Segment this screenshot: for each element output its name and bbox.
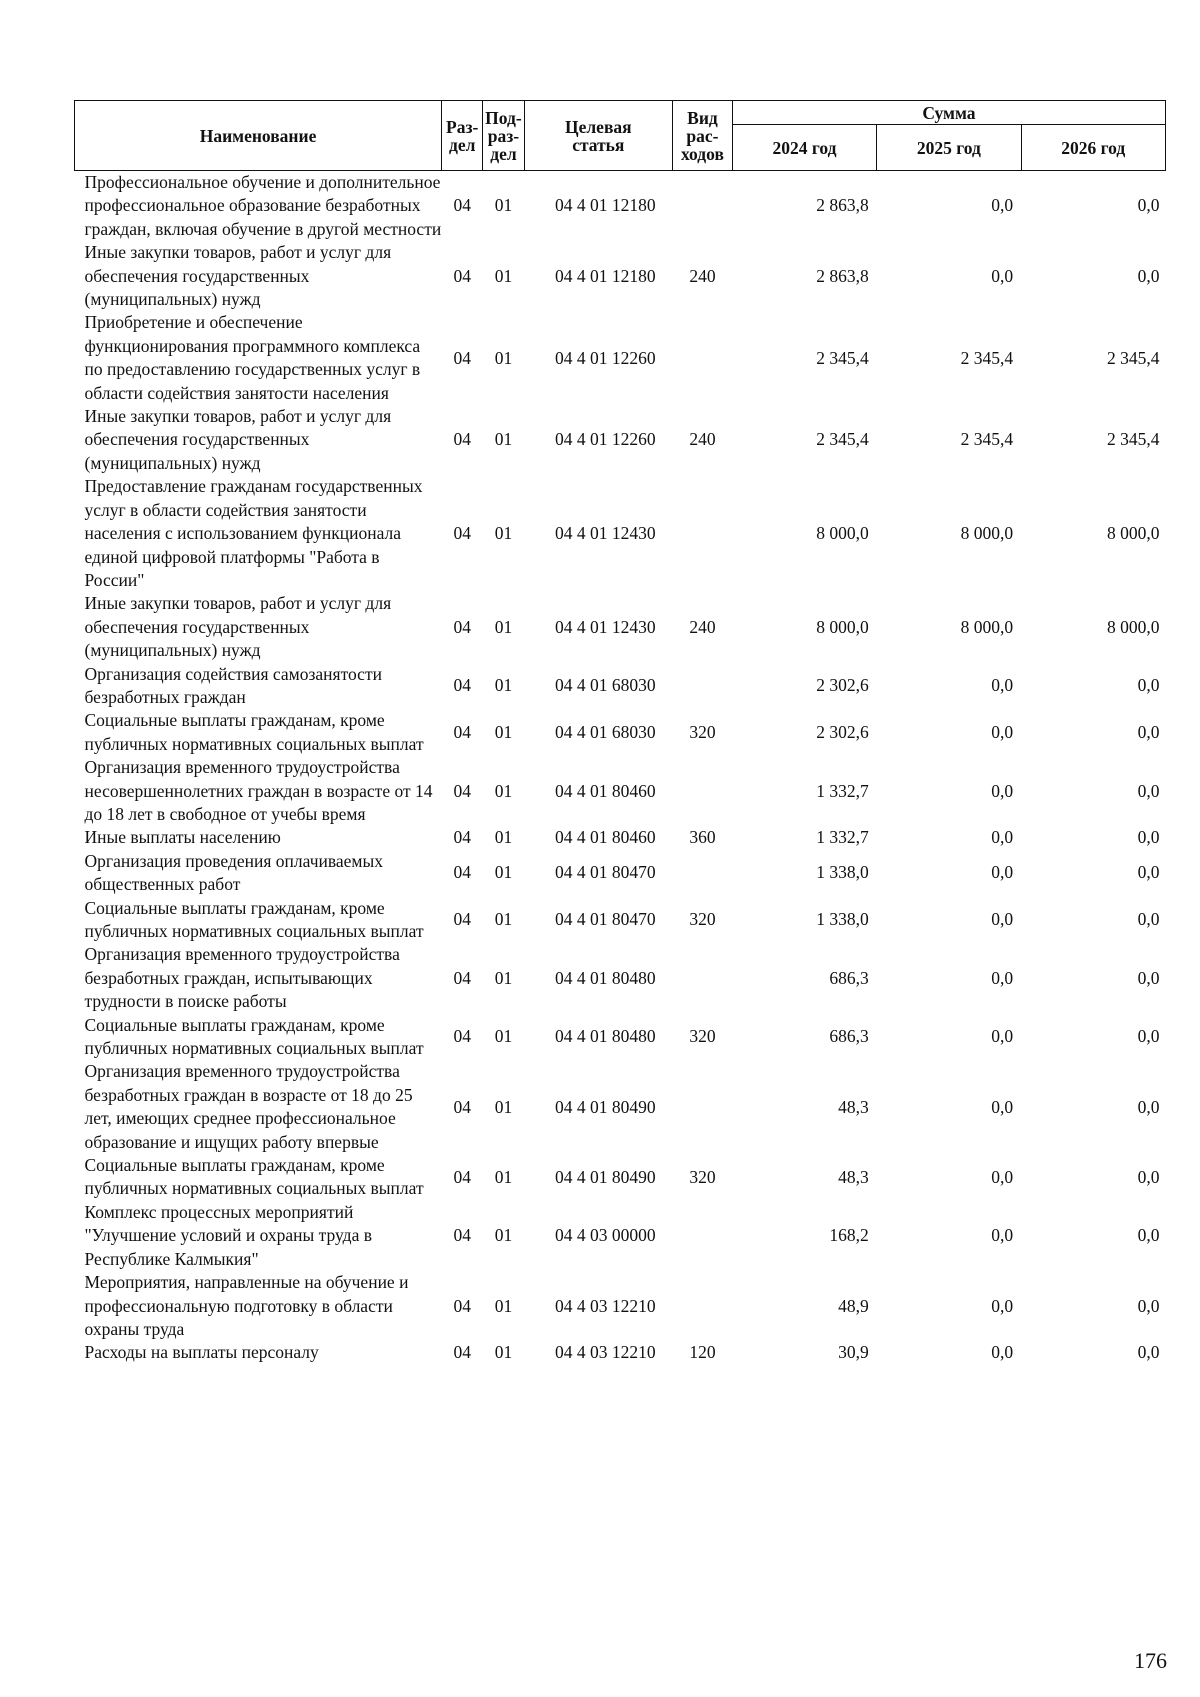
row-name: Профессиональное обучение и дополнительное профессиональное образование безработных граждан, включая обучение в другой местности <box>84 172 442 239</box>
row-subsection: 01 <box>494 1342 513 1363</box>
row-section: 04 <box>453 195 471 216</box>
row-sum-2025: 2 345,4 <box>960 429 1014 450</box>
row-kind: 320 <box>689 1166 716 1187</box>
row-target: 04 4 01 80490 <box>554 1166 656 1187</box>
table-row <box>75 1271 1166 1341</box>
row-sum-2026: 8 000,0 <box>1107 523 1160 544</box>
row-section: 04 <box>453 1026 471 1047</box>
table-row <box>75 475 1166 592</box>
table-row <box>75 897 1166 944</box>
header-section: Раз- дел <box>442 101 483 171</box>
table-row <box>75 171 1166 242</box>
row-sum-2024: 1 338,0 <box>816 909 869 930</box>
row-sum-2025: 0,0 <box>991 722 1014 743</box>
header-subsection: Под- раз- дел <box>483 101 524 171</box>
row-sum-2025: 0,0 <box>991 1295 1014 1316</box>
row-sum-2025: 0,0 <box>991 1096 1014 1117</box>
row-kind <box>673 311 733 405</box>
row-section: 04 <box>453 722 471 743</box>
row-sum-2025: 0,0 <box>991 827 1014 848</box>
table-row <box>75 311 1166 405</box>
row-sum-2024: 1 332,7 <box>816 827 869 848</box>
row-subsection: 01 <box>494 1166 513 1187</box>
row-subsection: 01 <box>494 1225 513 1246</box>
row-sum-2026: 0,0 <box>1137 675 1160 696</box>
row-sum-2026: 0,0 <box>1137 862 1160 883</box>
row-sum-2026: 0,0 <box>1137 1342 1160 1363</box>
table-row <box>75 943 1166 1013</box>
row-sum-2024: 2 302,6 <box>816 675 869 696</box>
row-sum-2024: 686,3 <box>829 1026 869 1047</box>
row-sum-2026: 0,0 <box>1137 265 1160 286</box>
row-subsection: 01 <box>494 722 513 743</box>
row-target: 04 4 01 12260 <box>554 429 656 450</box>
row-sum-2025: 2 345,4 <box>960 347 1014 368</box>
row-sum-2025: 0,0 <box>991 1342 1014 1363</box>
row-sum-2024: 2 863,8 <box>816 195 869 216</box>
row-kind <box>673 1060 733 1154</box>
row-section: 04 <box>453 347 471 368</box>
row-kind: 240 <box>689 265 716 286</box>
row-subsection: 01 <box>494 780 513 801</box>
row-target: 04 4 01 12180 <box>554 195 656 216</box>
row-name: Иные выплаты населению <box>84 827 281 848</box>
row-subsection: 01 <box>494 967 513 988</box>
row-name: Социальные выплаты гражданам, кроме публичных нормативных социальных выплат <box>84 1014 424 1059</box>
row-section: 04 <box>453 1166 471 1187</box>
table-row <box>75 709 1166 756</box>
table-header <box>75 101 1166 171</box>
row-kind <box>673 943 733 1013</box>
header-kind: Вид рас- ходов <box>673 101 733 171</box>
row-name: Организация временного трудоустройства безработных граждан, испытывающих трудности в поиске работы <box>84 944 400 1012</box>
row-subsection: 01 <box>494 909 513 930</box>
table-row <box>75 663 1166 710</box>
row-sum-2026: 0,0 <box>1137 967 1160 988</box>
row-kind <box>673 1271 733 1341</box>
row-sum-2026: 0,0 <box>1137 1225 1160 1246</box>
row-subsection: 01 <box>494 1026 513 1047</box>
row-subsection: 01 <box>494 1096 513 1117</box>
row-sum-2024: 48,3 <box>838 1096 869 1117</box>
row-kind: 360 <box>689 827 716 848</box>
row-kind <box>673 756 733 826</box>
row-subsection: 01 <box>494 675 513 696</box>
row-section: 04 <box>453 265 471 286</box>
row-name: Приобретение и обеспечение функционирования программного комплекса по предоставлению государственных услуг в области содействия занятости населения <box>84 312 421 403</box>
row-sum-2025: 0,0 <box>991 780 1014 801</box>
row-name: Комплекс процессных мероприятий "Улучшение условий и охраны труда в Республике Калмыкия" <box>84 1201 372 1269</box>
row-section: 04 <box>453 616 471 637</box>
row-subsection: 01 <box>494 862 513 883</box>
row-target: 04 4 01 80460 <box>554 827 656 848</box>
row-kind <box>673 171 733 242</box>
table-row <box>75 826 1166 849</box>
row-target: 04 4 01 80470 <box>554 862 656 883</box>
row-sum-2024: 2 345,4 <box>816 347 869 368</box>
row-name: Иные закупки товаров, работ и услуг для обеспечения государственных (муниципальных) нужд <box>84 242 392 310</box>
row-sum-2026: 0,0 <box>1137 780 1160 801</box>
row-section: 04 <box>453 909 471 930</box>
row-sum-2024: 168,2 <box>829 1225 869 1246</box>
row-name: Предоставление гражданам государственных услуг в области содействия занятости населения с использованием функционала единой цифровой платформы "Работа в России" <box>84 476 423 590</box>
row-sum-2024: 1 332,7 <box>816 780 869 801</box>
row-subsection: 01 <box>494 827 513 848</box>
table-row <box>75 241 1166 311</box>
row-sum-2026: 8 000,0 <box>1107 616 1160 637</box>
row-sum-2026: 0,0 <box>1137 909 1160 930</box>
row-section: 04 <box>453 1342 471 1363</box>
row-sum-2026: 0,0 <box>1137 827 1160 848</box>
table-body <box>75 171 1166 1365</box>
row-target: 04 4 01 80490 <box>554 1096 656 1117</box>
header-name: Наименование <box>75 101 442 171</box>
row-target: 04 4 03 00000 <box>554 1225 656 1246</box>
row-sum-2026: 0,0 <box>1137 1166 1160 1187</box>
row-section: 04 <box>453 1295 471 1316</box>
row-kind <box>673 663 733 710</box>
row-sum-2024: 2 302,6 <box>816 722 869 743</box>
table-row <box>75 405 1166 475</box>
row-subsection: 01 <box>494 265 513 286</box>
row-section: 04 <box>453 1225 471 1246</box>
row-kind <box>673 475 733 592</box>
row-section: 04 <box>453 862 471 883</box>
row-subsection: 01 <box>494 347 513 368</box>
row-sum-2026: 0,0 <box>1137 1096 1160 1117</box>
row-kind: 120 <box>689 1342 716 1363</box>
row-sum-2025: 0,0 <box>991 1026 1014 1047</box>
row-name: Мероприятия, направленные на обучение и профессиональную подготовку в области охраны труда <box>84 1272 409 1339</box>
row-kind: 320 <box>689 909 716 930</box>
row-kind <box>673 1201 733 1271</box>
row-name: Организация временного трудоустройства безработных граждан в возрасте от 18 до 25 лет, имеющих среднее профессиональное образование и ищущих работу впервые <box>84 1061 413 1152</box>
row-sum-2024: 1 338,0 <box>816 862 869 883</box>
header-year-2025: 2025 год <box>877 125 1021 171</box>
row-name: Иные закупки товаров, работ и услуг для обеспечения государственных (муниципальных) нужд <box>84 406 392 473</box>
row-target: 04 4 01 68030 <box>554 722 656 743</box>
row-sum-2024: 48,9 <box>838 1295 869 1316</box>
row-target: 04 4 03 12210 <box>554 1342 656 1363</box>
row-section: 04 <box>453 675 471 696</box>
row-section: 04 <box>453 827 471 848</box>
row-target: 04 4 01 12430 <box>554 616 656 637</box>
table-row <box>75 1341 1166 1364</box>
row-sum-2026: 0,0 <box>1137 1295 1160 1316</box>
row-name: Организация временного трудоустройства несовершеннолетних граждан в возрасте от 14 до 18 лет в свободное от учебы время <box>84 757 433 824</box>
row-target: 04 4 01 68030 <box>554 675 656 696</box>
row-sum-2025: 8 000,0 <box>960 616 1014 637</box>
row-sum-2024: 8 000,0 <box>816 523 869 544</box>
header-sum: Сумма <box>732 101 1165 125</box>
row-kind: 320 <box>689 1026 716 1047</box>
row-target: 04 4 01 80470 <box>554 909 656 930</box>
table-row <box>75 1014 1166 1061</box>
table-row <box>75 1154 1166 1201</box>
row-sum-2026: 2 345,4 <box>1107 347 1160 368</box>
table-row <box>75 592 1166 662</box>
row-target: 04 4 03 12210 <box>554 1295 656 1316</box>
row-kind: 320 <box>689 722 716 743</box>
row-sum-2025: 0,0 <box>991 967 1014 988</box>
header-year-2024: 2024 год <box>732 125 876 171</box>
row-sum-2025: 8 000,0 <box>960 523 1014 544</box>
table-row <box>75 1060 1166 1154</box>
table-row <box>75 756 1166 826</box>
page-number: 176 <box>1134 1648 1167 1673</box>
row-name: Организация содействия самозанятости безработных граждан <box>84 663 382 707</box>
row-sum-2024: 8 000,0 <box>816 616 869 637</box>
row-sum-2026: 0,0 <box>1137 1026 1160 1047</box>
table-row <box>75 1201 1166 1271</box>
row-target: 04 4 01 80480 <box>554 1026 656 1047</box>
row-sum-2024: 48,3 <box>838 1166 869 1187</box>
row-subsection: 01 <box>494 523 513 544</box>
header-year-2026: 2026 год <box>1021 125 1165 171</box>
row-subsection: 01 <box>494 195 513 216</box>
row-name: Иные закупки товаров, работ и услуг для обеспечения государственных (муниципальных) нужд <box>84 593 392 661</box>
row-sum-2026: 0,0 <box>1137 722 1160 743</box>
row-sum-2025: 0,0 <box>991 862 1014 883</box>
row-sum-2025: 0,0 <box>991 1225 1014 1246</box>
row-section: 04 <box>453 967 471 988</box>
row-subsection: 01 <box>494 616 513 637</box>
row-section: 04 <box>453 780 471 801</box>
row-sum-2025: 0,0 <box>991 909 1014 930</box>
row-name: Организация проведения оплачиваемых общественных работ <box>84 850 384 895</box>
row-sum-2024: 686,3 <box>829 967 869 988</box>
row-sum-2025: 0,0 <box>991 1166 1014 1187</box>
row-target: 04 4 01 80460 <box>554 780 656 801</box>
row-sum-2025: 0,0 <box>991 195 1014 216</box>
row-subsection: 01 <box>494 1295 513 1316</box>
row-target: 04 4 01 12430 <box>554 523 656 544</box>
row-section: 04 <box>453 523 471 544</box>
header-target: Целевая статья <box>524 101 672 171</box>
row-subsection: 01 <box>494 429 513 450</box>
row-kind: 240 <box>689 616 716 637</box>
row-kind <box>673 850 733 897</box>
row-sum-2024: 30,9 <box>838 1342 869 1363</box>
row-section: 04 <box>453 1096 471 1117</box>
row-name: Социальные выплаты гражданам, кроме публичных нормативных социальных выплат <box>84 897 424 941</box>
row-target: 04 4 01 12260 <box>554 347 656 368</box>
row-name: Социальные выплаты гражданам, кроме публичных нормативных социальных выплат <box>84 1155 424 1199</box>
row-sum-2024: 2 345,4 <box>816 429 869 450</box>
row-sum-2026: 2 345,4 <box>1107 429 1160 450</box>
row-name: Расходы на выплаты персоналу <box>84 1342 319 1363</box>
row-target: 04 4 01 12180 <box>554 265 656 286</box>
table-row <box>75 850 1166 897</box>
row-sum-2025: 0,0 <box>991 675 1014 696</box>
row-section: 04 <box>453 429 471 450</box>
row-sum-2025: 0,0 <box>991 265 1014 286</box>
row-sum-2026: 0,0 <box>1137 195 1160 216</box>
budget-table <box>74 100 1166 1365</box>
row-target: 04 4 01 80480 <box>554 967 656 988</box>
row-sum-2024: 2 863,8 <box>816 265 869 286</box>
row-name: Социальные выплаты гражданам, кроме публичных нормативных социальных выплат <box>84 710 424 754</box>
row-kind: 240 <box>689 429 716 450</box>
